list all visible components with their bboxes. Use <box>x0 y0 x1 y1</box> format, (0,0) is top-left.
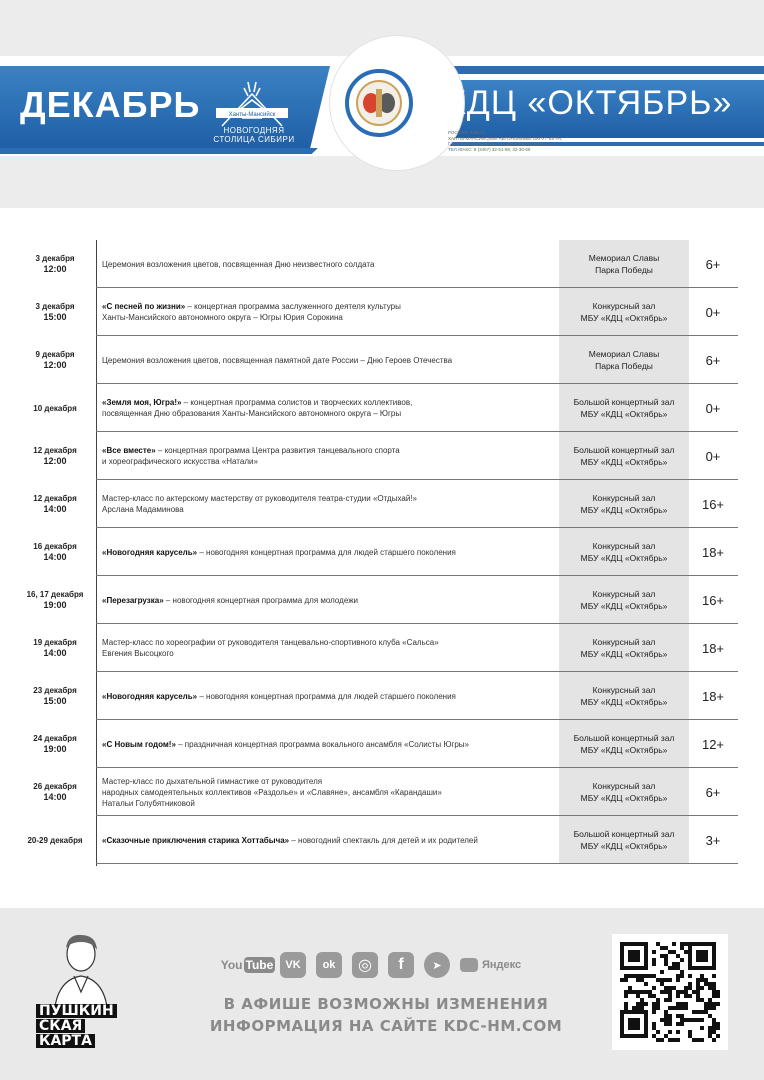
event-row <box>0 624 764 672</box>
event-venue <box>559 720 689 767</box>
header-left-stripe <box>0 148 318 154</box>
event-description-line: Церемония возложения цветов, посвященная Дню неизвестного солдата <box>102 259 375 269</box>
event-description-line: народных самодеятельных коллективов «Раздолье» и «Славяне», ансамбля «Карандаши» <box>102 787 442 797</box>
event-description <box>102 528 554 576</box>
event-date <box>18 672 92 720</box>
event-venue-line: Большой концертный зал <box>573 444 675 455</box>
event-age-rating: 16+ <box>701 592 725 608</box>
event-venue-line: Конкурсный зал <box>592 588 656 599</box>
event-venue-line: Конкурсный зал <box>592 492 656 503</box>
event-description-line <box>102 739 554 750</box>
event-description-line: и хореографического искусства «Натали» <box>102 457 258 466</box>
event-age-rating: 0+ <box>705 304 721 320</box>
event-row <box>0 576 764 624</box>
event-age-rating: 18+ <box>701 640 725 656</box>
odnoklassniki-icon[interactable]: ok <box>316 952 342 978</box>
event-description-line: Арслана Мадаминова <box>102 505 184 514</box>
event-description-line <box>102 397 554 408</box>
event-row <box>0 480 764 528</box>
event-venue <box>559 528 689 575</box>
event-venue-line: МБУ «КДЦ «Октябрь» <box>580 792 668 803</box>
event-venue-line: МБУ «КДЦ «Октябрь» <box>580 456 668 467</box>
event-venue <box>559 816 689 863</box>
pushkin-line: ПУШКИН <box>36 1004 117 1018</box>
event-description <box>102 288 554 336</box>
event-time: 14:00 <box>43 792 67 802</box>
event-time: 12:00 <box>43 456 67 466</box>
event-title: «Земля моя, Югра!» <box>102 398 182 407</box>
event-date <box>18 624 92 672</box>
event-description-line: Мастер-класс по актерскому мастерству от руководителя театра-студии «Отдыхай!» <box>102 494 417 503</box>
event-venue-line: МБУ «КДЦ «Октябрь» <box>580 648 668 659</box>
header <box>0 0 764 208</box>
event-description-line: Ханты-Мансийского автономного округа – Югры Юрия Сорокина <box>102 313 343 322</box>
event-venue-line: МБУ «КДЦ «Октябрь» <box>580 504 668 515</box>
event-venue-line: Большой концертный зал <box>573 828 675 839</box>
event-description-line <box>102 835 554 846</box>
row-divider <box>96 863 738 864</box>
event-row <box>0 336 764 384</box>
event-title: «Перезагрузка» <box>102 595 164 605</box>
youtube-label: You <box>220 958 243 972</box>
event-age-rating: 3+ <box>705 832 721 848</box>
changes-notice: В АФИШЕ ВОЗМОЖНЫ ИЗМЕНЕНИЯ <box>223 995 549 1013</box>
event-age-rating: 18+ <box>701 688 725 704</box>
yandex-label: Яндекс <box>482 959 522 971</box>
event-description-text: – новогодняя концертная программа для молодежи <box>163 595 359 605</box>
event-age-rating: 18+ <box>701 544 725 560</box>
event-age-rating: 6+ <box>705 784 721 800</box>
event-date <box>18 240 92 288</box>
event-venue-line: МБУ «КДЦ «Октябрь» <box>580 696 668 707</box>
event-venue-line: Конкурсный зал <box>592 300 656 311</box>
event-age-rating: 6+ <box>705 352 721 368</box>
event-title: «Новогодняя карусель» <box>102 691 198 701</box>
address-line: ТЕЛ./ФАКС: 8 (3467) 32-51-98, 32-30-69 <box>448 146 531 152</box>
event-description <box>102 480 554 528</box>
event-time: 14:00 <box>43 504 67 514</box>
event-description-line <box>102 691 554 702</box>
event-title: «Все вместе» <box>102 446 156 455</box>
event-description <box>102 576 554 624</box>
event-description-line: Евгения Высоцкого <box>102 649 174 658</box>
event-venue-line: МБУ «КДЦ «Октябрь» <box>580 600 668 611</box>
event-venue-line: Парка Победы <box>595 360 653 371</box>
event-row <box>0 432 764 480</box>
event-description <box>102 336 554 384</box>
venue-emblem <box>345 69 413 137</box>
pushkin-line: СКАЯ <box>36 1019 85 1033</box>
event-date <box>18 816 92 864</box>
event-description-text: – концертная программа солистов и творческих коллективов, <box>181 398 413 407</box>
event-description-text: – праздничная концертная программа вокального ансамбля «Солисты Югры» <box>175 739 469 749</box>
event-description <box>102 384 554 432</box>
instagram-icon[interactable]: ◎ <box>352 952 378 978</box>
telegram-icon[interactable]: ➤ <box>424 952 450 978</box>
event-venue-line: Большой концертный зал <box>573 396 675 407</box>
event-date-day: 3 декабря <box>35 302 75 311</box>
event-title: «Новогодняя карусель» <box>102 547 198 557</box>
event-date <box>18 768 92 816</box>
city-caption: НОВОГОДНЯЯ СТОЛИЦА СИБИРИ <box>213 126 295 144</box>
event-venue-line: МБУ «КДЦ «Октябрь» <box>580 744 668 755</box>
theatre-masks-icon <box>349 73 409 133</box>
event-time: 19:00 <box>43 600 67 610</box>
event-date-day: 10 декабря <box>33 403 77 413</box>
yandex-icon <box>460 958 478 972</box>
event-venue-line: Мемориал Славы <box>588 252 660 263</box>
event-venue <box>559 288 689 335</box>
event-description-line: посвященная Дню образования Ханты-Мансийского автономного округа – Югры <box>102 409 402 418</box>
event-venue-line: Конкурсный зал <box>592 636 656 647</box>
event-age-rating: 0+ <box>705 400 721 416</box>
event-date-day: 19 декабря <box>33 638 77 647</box>
event-title: «С песней по жизни» <box>102 302 186 311</box>
event-date <box>18 288 92 336</box>
event-venue <box>559 480 689 527</box>
event-date <box>18 480 92 528</box>
event-description-text: – новогодняя концертная программа для людей старшего поколения <box>197 547 456 557</box>
event-venue-line: МБУ «КДЦ «Октябрь» <box>580 552 668 563</box>
venue-title: КДЦ «ОКТЯБРЬ» <box>446 84 733 122</box>
event-date <box>18 384 92 432</box>
event-venue-line: Конкурсный зал <box>592 684 656 695</box>
event-description-line: Мастер-класс по хореографии от руководителя танцевально-спортивного клуба «Сальса» <box>102 638 439 647</box>
event-description-line <box>102 445 554 456</box>
event-description-line <box>102 301 554 312</box>
event-date-day: 16 декабря <box>33 542 77 551</box>
event-row <box>0 288 764 336</box>
event-description-text: – концертная программа Центра развития танцевального спорта <box>155 446 400 455</box>
event-venue-line: Большой концертный зал <box>573 732 675 743</box>
event-description-text: – новогодняя концертная программа для людей старшего поколения <box>197 691 456 701</box>
youtube-tube-label: Tube <box>245 958 274 972</box>
social-links <box>220 950 522 980</box>
event-time: 14:00 <box>43 648 67 658</box>
event-date <box>18 336 92 384</box>
event-description <box>102 768 554 816</box>
event-title: «Сказочные приключения старика Хоттабыча» <box>102 835 290 845</box>
event-row <box>0 672 764 720</box>
event-time: 15:00 <box>43 696 67 706</box>
event-title: «С Новым годом!» <box>102 739 176 749</box>
event-age-rating: 0+ <box>705 448 721 464</box>
event-description <box>102 240 554 288</box>
youtube-icon[interactable] <box>220 952 274 978</box>
address-line: Г. ХАНТЫ-МАНСИЙСК, УЛ. ДЗЕРЖИНСКОГО, Д. 7 <box>448 141 555 146</box>
event-age-rating: 6+ <box>705 256 721 272</box>
event-venue <box>559 672 689 719</box>
yandex-zen-link[interactable] <box>460 958 521 972</box>
event-description <box>102 624 554 672</box>
event-date-day: 12 декабря <box>33 446 77 455</box>
event-row <box>0 384 764 432</box>
event-time: 12:00 <box>43 360 67 370</box>
event-row <box>0 768 764 816</box>
event-description <box>102 720 554 768</box>
event-venue <box>559 432 689 479</box>
event-row <box>0 720 764 768</box>
month-title: ДЕКАБРЬ <box>20 84 201 125</box>
event-venue-line: МБУ «КДЦ «Октябрь» <box>580 312 668 323</box>
event-venue-line: Мемориал Славы <box>588 348 660 359</box>
event-time: 12:00 <box>43 264 67 274</box>
pushkin-line: КАРТА <box>36 1034 95 1048</box>
event-description-text: – новогодний спектакль для детей и их родителей <box>289 835 478 845</box>
pushkin-card-logo <box>36 1004 130 1049</box>
event-date-day: 16, 17 декабря <box>26 590 84 599</box>
event-description <box>102 816 554 864</box>
event-venue-line: МБУ «КДЦ «Октябрь» <box>580 408 668 419</box>
event-date-day: 24 декабря <box>33 734 77 743</box>
event-date <box>18 528 92 576</box>
event-time: 15:00 <box>43 312 67 322</box>
event-date-day: 26 декабря <box>33 782 77 791</box>
event-date-day: 9 декабря <box>35 350 75 359</box>
event-description <box>102 432 554 480</box>
event-date-day: 12 декабря <box>33 494 77 503</box>
event-time: 14:00 <box>43 552 67 562</box>
venue-address <box>448 130 588 152</box>
event-venue-line: МБУ «КДЦ «Октябрь» <box>580 840 668 851</box>
event-date-day: 20-29 декабря <box>27 835 83 845</box>
event-venue <box>559 624 689 671</box>
event-row <box>0 528 764 576</box>
city-logo-text: Ханты-Мансийск <box>228 112 276 118</box>
event-age-rating: 16+ <box>701 496 725 512</box>
event-row <box>0 240 764 288</box>
qr-code[interactable] <box>612 934 728 1050</box>
event-venue <box>559 240 689 287</box>
event-description-text: – концертная программа заслуженного деятеля культуры <box>185 302 401 311</box>
event-venue <box>559 768 689 815</box>
event-venue-line: Конкурсный зал <box>592 540 656 551</box>
event-time: 19:00 <box>43 744 67 754</box>
event-description-line <box>102 595 554 606</box>
event-venue-line: Конкурсный зал <box>592 780 656 791</box>
event-venue-line: Парка Победы <box>595 264 653 275</box>
event-date <box>18 576 92 624</box>
event-description <box>102 672 554 720</box>
event-age-rating: 12+ <box>701 736 725 752</box>
event-description-line: Мастер-класс по дыхательной гимнастике от руководителя <box>102 776 323 786</box>
event-venue <box>559 336 689 383</box>
event-row <box>0 816 764 864</box>
website-notice[interactable]: ИНФОРМАЦИЯ НА САЙТЕ KDC-HM.COM <box>209 1017 563 1035</box>
address-line: ХАНТЫ-МАНСИЙСКИЙ АВТОНОМНЫЙ ОКРУГ-ЮГРА, <box>448 135 563 141</box>
facebook-icon[interactable]: f <box>388 952 414 978</box>
event-date-day: 3 декабря <box>35 254 75 263</box>
event-venue <box>559 384 689 431</box>
event-description-line: Натальи Голубятниковой <box>102 798 195 808</box>
event-description-line: Церемония возложения цветов, посвященная памятной дате России – Дню Героев Отечества <box>102 355 453 365</box>
event-venue <box>559 576 689 623</box>
vk-icon[interactable]: VK <box>280 952 306 978</box>
event-description-line <box>102 547 554 558</box>
address-line: РОССИЯ, 628012 <box>448 130 485 135</box>
event-date <box>18 432 92 480</box>
event-date-day: 23 декабря <box>33 686 77 695</box>
event-date <box>18 720 92 768</box>
